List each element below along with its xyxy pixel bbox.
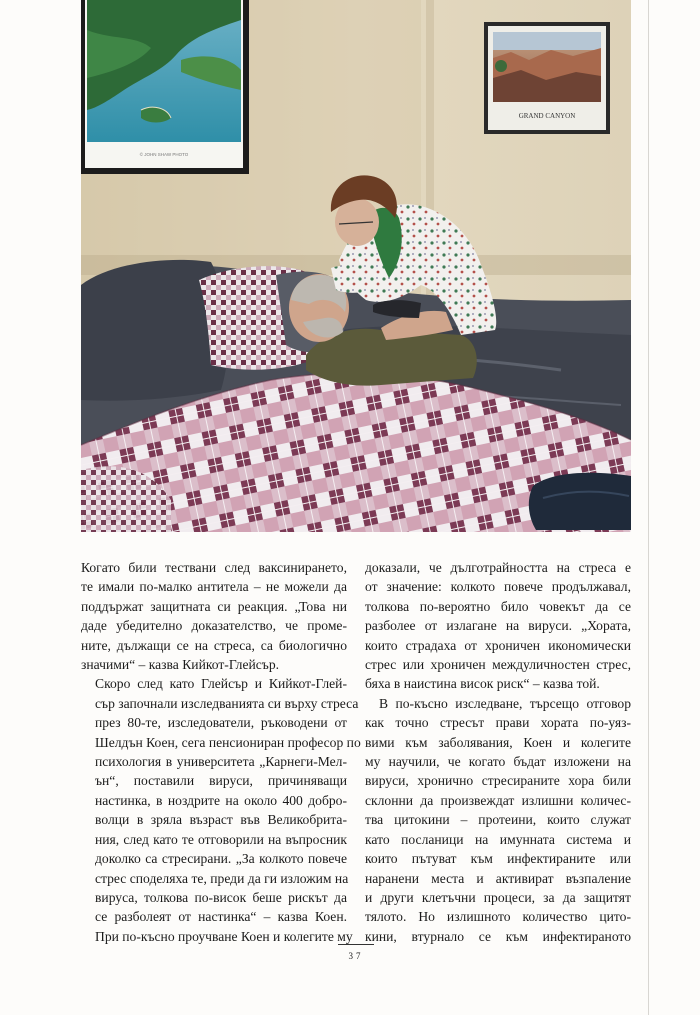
text-line: психология в университета „Карнеги-Мел- [95,754,347,770]
text-line: вируса, толкова по-висок беше рискът да [95,889,347,905]
text-line: ните, дължащи се на стреса, са биологично [81,637,347,653]
text-line: сър започнали изследванията си върху стреса [95,695,359,711]
paragraph [81,674,361,946]
text-line: кини, втурнало се към инфектираното [365,928,631,944]
text-line: които страдаха от хроничен икономически [365,637,631,653]
text-line: ън“, поставили вируси, причиняващи [95,773,347,789]
text-line: ния, след като те отговорили на въпросник [95,831,347,847]
text-line: волци в зряла възраст във Великобрита- [95,812,347,828]
text-line: те имали по-малко антитела – не можели да [81,579,347,595]
text-line: как точно стресът прави хората по-уяз- [365,715,631,731]
bedroom-photo [81,0,631,532]
text-line: доколко са стресирани. „За колкото повече [95,851,347,867]
text-line: толкова по-вероятно било човекът да се [365,598,631,614]
text-line: тялото. Но излишното количество цито- [365,909,631,925]
text-line: вими към заболявания, Коен и колегите [365,734,631,750]
page-number: 37 [338,944,374,961]
text-line: бяха в наистина висок риск“ – казва той. [365,676,600,692]
text-line: вируси, хронично стресираните хора били [365,773,631,789]
text-line: значими“ – казва Кийкот-Глейсър. [81,657,280,673]
text-line: поддържат защитната си реакция. „Това ни [81,598,347,614]
text-line: като посланици на имунната система и [365,831,631,847]
text-line: Когато били тествани след ваксинирането, [81,560,347,575]
text-line: му научили, че когато бъдат изложени на [365,754,631,770]
text-line: които пътуват към инфектираните или [365,851,631,867]
text-line: Шелдън Коен, сега пенсиониран професор по [95,734,361,750]
text-line: стрес споделяха те, преди да ги изложим на [95,870,349,886]
text-line: тва цитокини – протеини, които служат [365,812,631,828]
text-line: се разболеят от настинка“ – казва Коен. [95,909,347,925]
text-line: В по-късно изследване, търсещо отговор [379,695,631,711]
text-line: склонни да произвеждат излишни количес- [365,792,631,808]
text-line: стрес или хроничен междуличностен стрес, [365,657,631,673]
text-line: и други клетъчни процеси, за да защитят [365,889,631,905]
text-column-right [365,558,631,946]
text-line: Скоро след като Глейсър и Кийкот-Глей- [95,676,347,692]
paragraph [365,694,631,946]
text-line: даде убедително доказателство, че проме- [81,618,347,634]
page-edge-rule [648,0,649,1015]
text-line: наранени места и активират възпаление [365,870,631,886]
text-line: през 80-те, изследователи, ръководени от [95,715,347,731]
text-line: доказали, че дълготрайността на стреса е [365,560,631,575]
island-poster [81,0,249,174]
text-line: разболее от излагане на вируси. „Хората, [365,618,631,634]
island-poster-caption: © JOHN SHAW PHOTO [139,152,189,157]
text-line: настинка, в ноздрите на около 400 добро- [95,792,347,808]
paragraph [365,558,631,694]
paragraph [81,558,347,674]
grand-canyon-caption: GRAND CANYON [518,112,576,120]
text-line: от значение: колкото повече продължавал, [365,579,631,595]
text-line: При по-късно проучване Коен и колегите му [95,928,353,944]
text-column-left [81,558,361,946]
grand-canyon-poster [484,22,610,134]
